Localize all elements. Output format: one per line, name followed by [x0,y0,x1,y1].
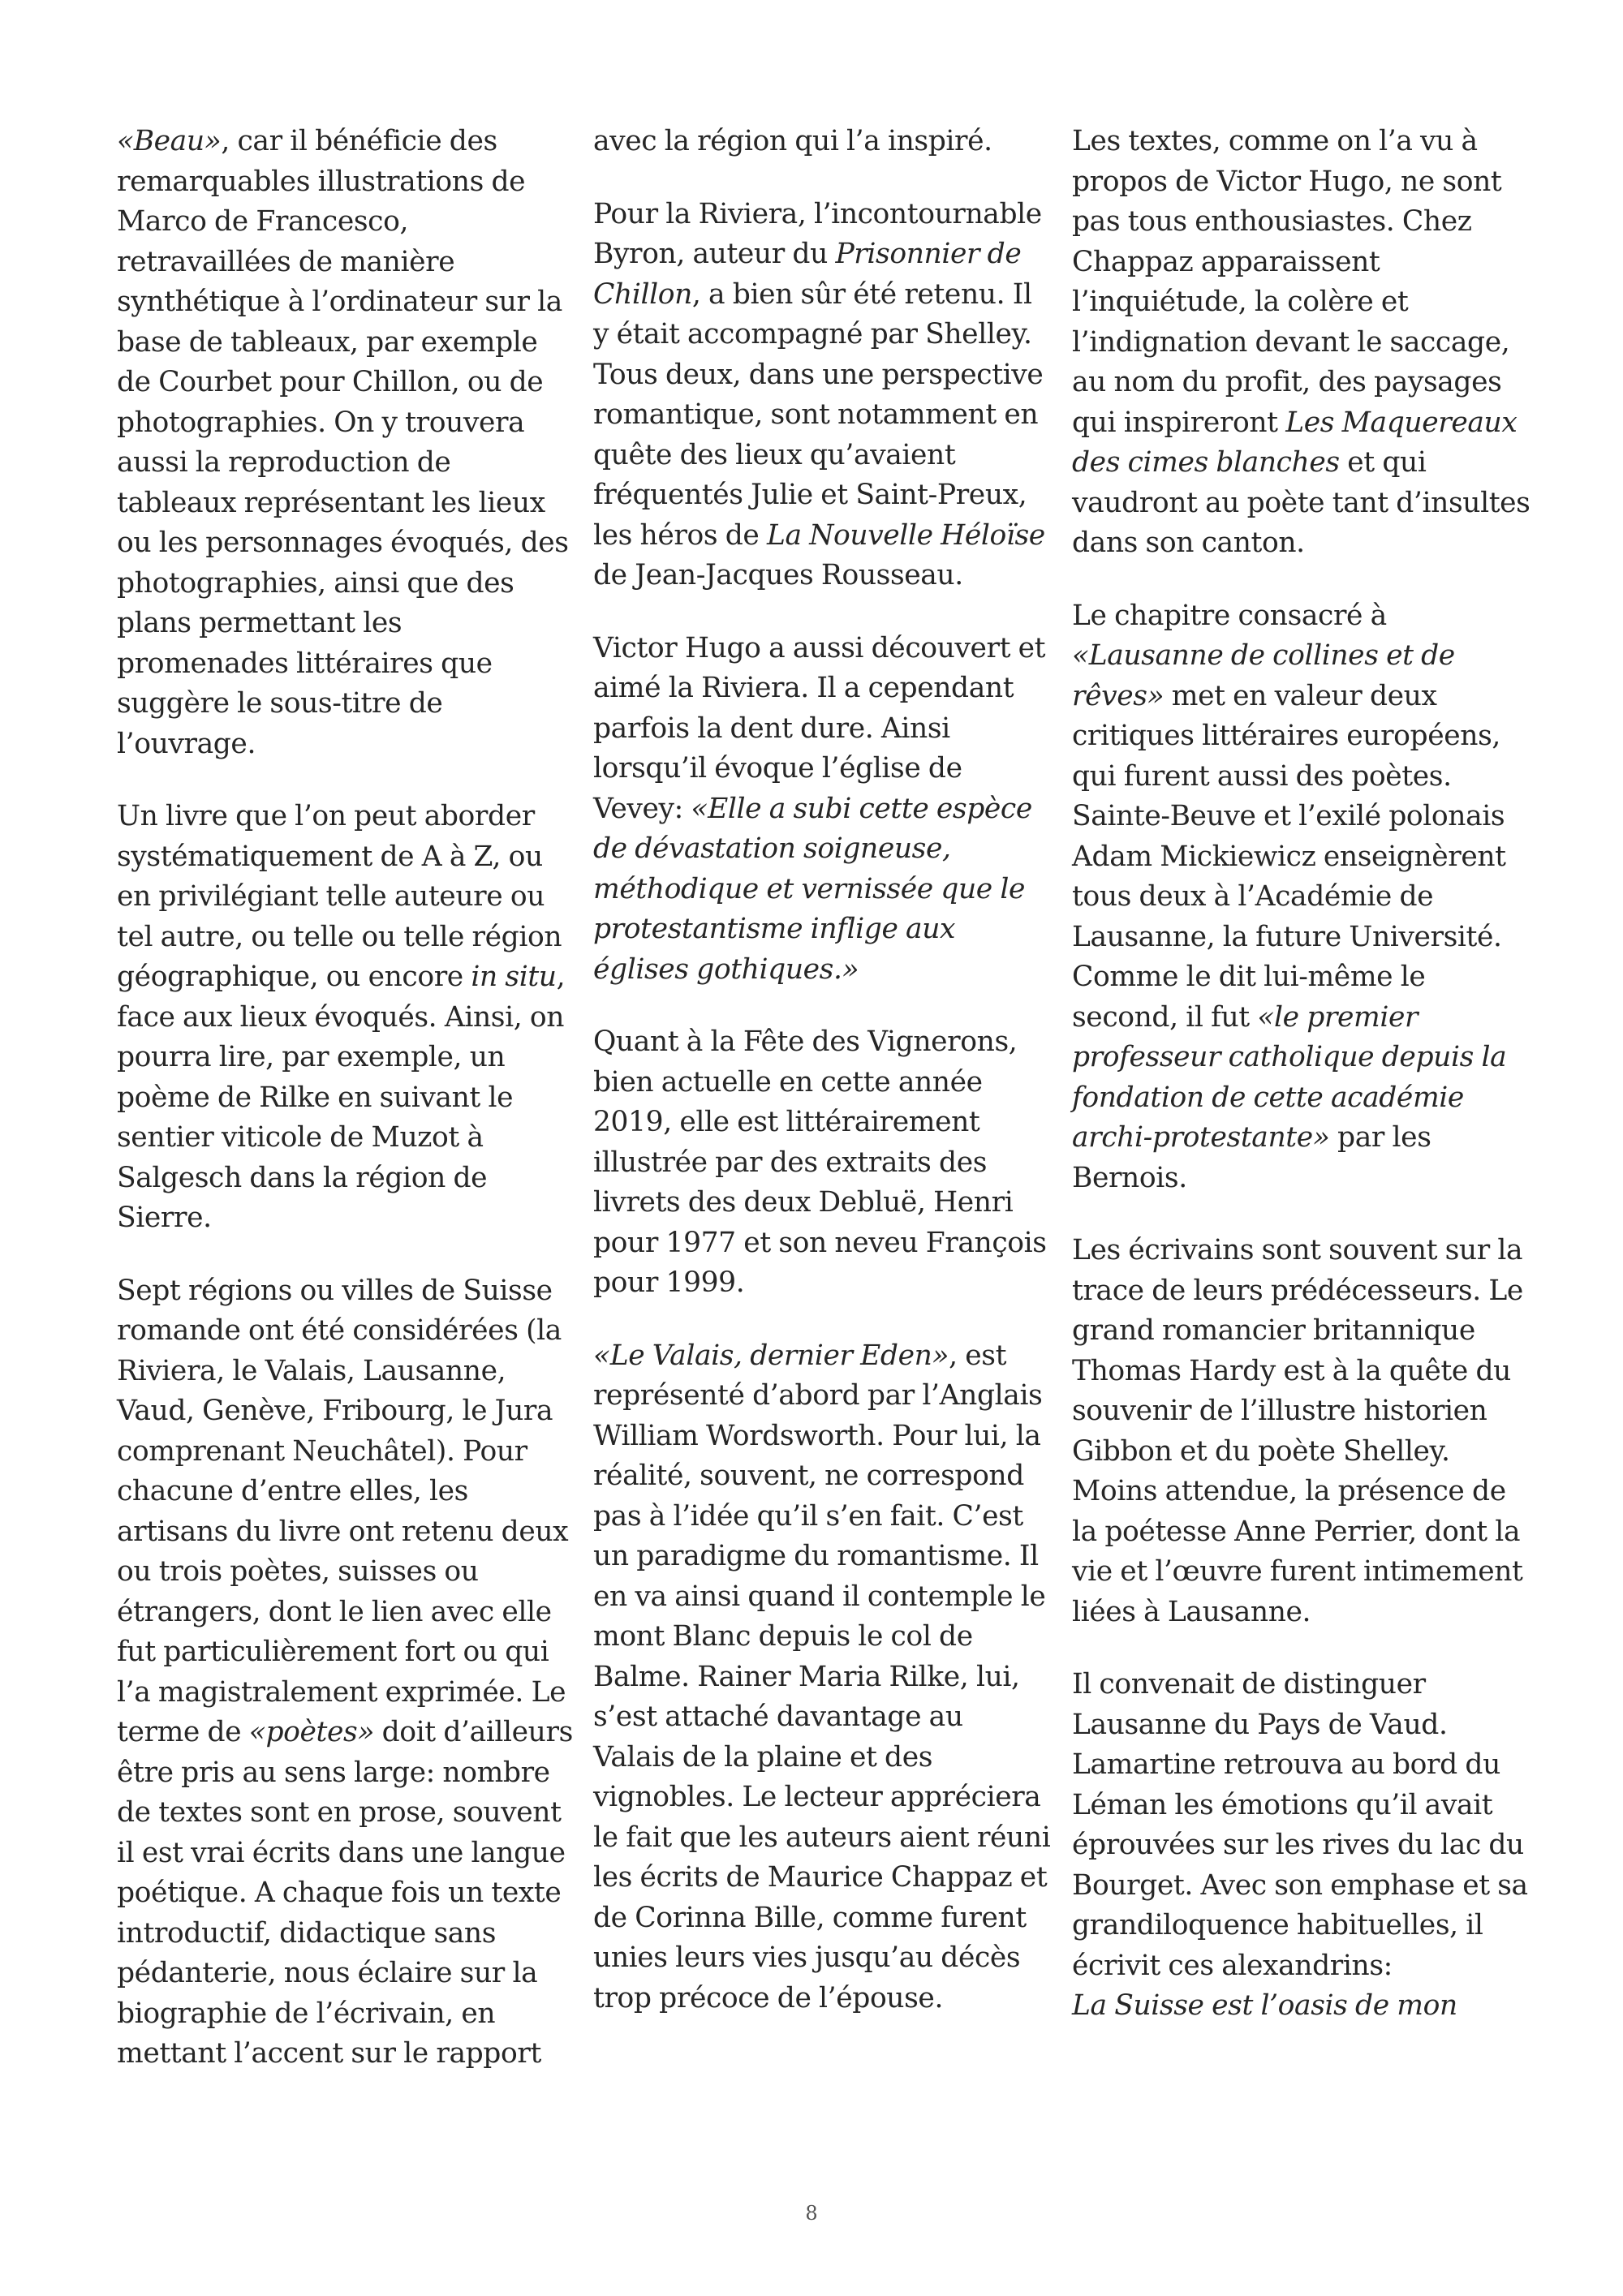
text-run: Les écrivains sont souvent sur la trace de leurs prédécesseurs. Le grand romancier britannique Thomas Hardy est à la quête du souvenir de l’illustre historien Gibbon et du poète Shelley. Moins attendue, la présence de la poétesse Anne Perrier, dont la vie et l’œuvre furent intimement liées à Lausanne. [1072,1234,1523,1628]
text-column-3 [1072,122,1530,2059]
text-run: met en valeur deux critiques littéraires européens, qui furent aussi des poètes. Sainte-Beuve et l’exilé polonais Adam Mickiewicz enseignèrent tous deux à l’Académie de Lausanne, la future Université. Comme le dit lui-même le second, il fut [1072,679,1506,1034]
italic-text: «Beau» [117,125,222,157]
italic-text: «le premier professeur catholique depuis la fondation de cette académie archi-protestante» [1072,1000,1507,1154]
text-run: Victor Hugo a aussi découvert et aimé la Riviera. Il a cependant parfois la dent dure. Ainsi lorsqu’il évoque l’église de Vevey: [593,631,1046,825]
paragraph [117,122,575,764]
text-run: doit d’ailleurs être pris au sens large: nombre de textes sont en prose, souvent il est vrai écrits dans une langue poétique. A chaque fois un texte introductif, didactique sans pédanterie, nous éclaire sur la biographie de l’écrivain, en mettant l’accent sur le rapport [117,1716,573,2070]
text-run: de Jean-Jacques Rousseau. [593,559,963,591]
italic-text: «Lausanne de collines et de rêves» [1072,639,1455,712]
paragraph [117,1271,575,2075]
text-run: , car il bénéficie des remarquables illustrations de Marco de Francesco, retravaillées de manière synthétique à l’ordinateur sur la base de tableaux, par exemple de Courbet pour Chillon, ou de photographies. On y trouvera aussi la reproduction de tableaux représentant les lieux ou les personnages évoqués, des photographies, ainsi que des plans permettant les promenades littéraires que suggère le sous-titre de l’ouvrage. [117,125,569,760]
text-column-1 [117,122,575,2107]
text-run: Quant à la Fête des Vignerons, bien actuelle en cette année 2019, elle est littérairement illustrée par des extraits des livrets des deux Debluë, Henri pour 1977 et son neveu François pour 1999. [593,1025,1047,1299]
paragraph [593,629,1052,991]
text-run: , est représenté d’abord par l’Anglais William Wordsworth. Pour lui, la réalité, souvent, ne correspond pas à l’idée qu’il s’en fait. C’est un paradigme du romantisme. Il en va ainsi quand il contemple le mont Blanc depuis le col de Balme. Rainer Maria Rilke, lui, s’est attaché davantage au Valais de la plaine et des vignobles. Le lecteur appréciera le fait que les auteurs aient réuni les écrits de Maurice Chappaz et de Corinna Bille, comme furent unies leurs vies jusqu’au décès trop précoce de l’épouse. [593,1339,1051,2014]
italic-text: «Elle a subi cette espèce de dévastation soigneuse, méthodique et vernissée que le protestantisme inflige aux églises gothiques.» [593,792,1032,986]
paragraph [1072,596,1530,1199]
text-run: Il convenait de distinguer Lausanne du Pays de Vaud. Lamartine retrouva au bord du Léman les émotions qu’il avait éprouvées sur les rives du lac du Bourget. Avec son emphase et sa grandiloquence habituelles, il écrivit ces alexandrins: [1072,1668,1528,1982]
italic-text: Prisonnier de Chillon [593,238,1022,311]
text-run: Sept régions ou villes de Suisse romande ont été considérées (la Riviera, le Valais, Lausanne, Vaud, Genève, Fribourg, le Jura comprenant Neuchâtel). Pour chacune d’entre elles, les artisans du livre ont retenu deux ou trois poètes, suisses ou étrangers, dont le lien avec elle fut particulièrement fort ou qui l’a magistralement exprimée. Le terme de [117,1274,569,1748]
paragraph [593,122,1052,162]
paragraph [1072,122,1530,564]
paragraph [593,195,1052,596]
italic-text: La Suisse est l’oasis de mon [1072,1989,1457,2022]
italic-text: «poètes» [248,1716,375,1748]
text-run: par les Bernois. [1072,1121,1431,1194]
paragraph [593,1022,1052,1304]
text-run: et qui vaudront au poète tant d’insultes dans son canton. [1072,446,1530,559]
text-run: Les textes, comme on l’a vu à propos de Victor Hugo, ne sont pas tous enthousiastes. Chez Chappaz apparaissent l’inquiétude, la colère et l’indignation devant le saccage, au nom du profit, des paysages qui inspireront [1072,125,1510,439]
text-run: Pour la Riviera, l’incontournable Byron, auteur du [593,197,1042,270]
italic-text: «Le Valais, dernier Eden» [593,1339,949,1372]
paragraph [1072,1665,1530,2027]
text-run: , face aux lieux évoqués. Ainsi, on pourra lire, par exemple, un poème de Rilke en suivant le sentier viticole de Muzot à Salgesch dans la région de Sierre. [117,961,566,1234]
italic-text: Les Maquereaux des cimes blanches [1072,406,1518,479]
italic-text: in situ [471,961,557,993]
text-run: avec la région qui l’a inspiré. [593,125,992,157]
paragraph [117,797,575,1239]
italic-text: La Nouvelle Héloïse [766,518,1045,552]
text-run: Un livre que l’on peut aborder systématiquement de A à Z, ou en privilégiant telle auteure ou tel autre, ou telle ou telle région géographique, ou encore [117,800,562,993]
text-column-2 [593,122,1052,2051]
page-number: 8 [805,2202,818,2225]
text-run: Le chapitre consacré à [1072,599,1387,632]
paragraph [593,1336,1052,2019]
paragraph [1072,1231,1530,1632]
text-run: , a bien sûr été retenu. Il y était accompagné par Shelley. Tous deux, dans une perspective romantique, sont notamment en quête des lieux qu’avaient fréquentés Julie et Saint-Preux, les héros de [593,277,1044,552]
